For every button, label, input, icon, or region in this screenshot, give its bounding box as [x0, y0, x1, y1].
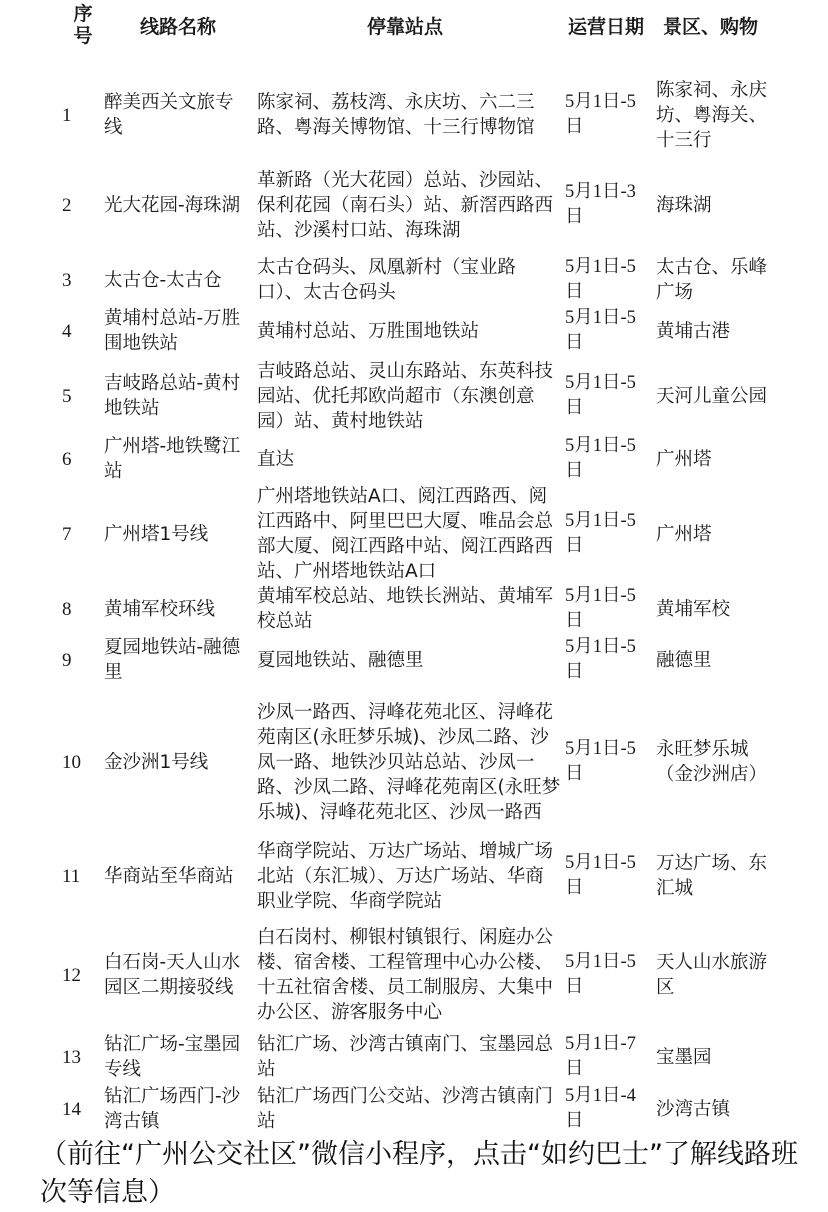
operating-dates: 5月1日-4日: [565, 1086, 636, 1131]
table-row: [0, 358, 828, 434]
route-name: 醉美西关文旅专线: [104, 92, 234, 138]
row-no: 10: [62, 751, 81, 773]
table-row: [0, 912, 828, 1038]
operating-dates: 5月1日-5日: [565, 511, 636, 556]
scenic-spots: 永旺梦乐城（金沙洲店）: [656, 739, 768, 785]
route-stops: 黄埔村总站、万胜围地铁站: [257, 320, 480, 342]
route-stops: 白石岗村、柳银村镇银行、闲庭办公楼、宿舍楼、工程管理中心办公楼、十五社宿舍楼、员工制服房、大集中办公区、游客服务中心: [257, 927, 554, 1023]
scenic-spots: 天人山水旅游区: [656, 952, 768, 998]
scenic-spots: 黄埔军校: [656, 598, 731, 620]
scenic-spots: 太古仓、乐峰广场: [656, 257, 768, 303]
route-stops: 吉岐路总站、灵山东路站、东英科技园站、优托邦欧尚超市（东澳创意园）站、黄村地铁站: [257, 360, 554, 432]
scenic-spots: 陈家祠、永庆坊、粤海关、十三行: [656, 79, 768, 151]
header-stops: 停靠站点: [367, 16, 444, 38]
route-name: 广州塔1号线: [104, 523, 209, 545]
operating-dates: 5月1日-5日: [565, 257, 636, 302]
route-stops: 华商学院站、万达广场站、增城广场北站（东汇城）、万达广场站、华商职业学院、华商学院站: [257, 840, 554, 912]
table-row: [0, 686, 828, 838]
operating-dates: 5月1日-5日: [565, 853, 636, 898]
operating-dates: 5月1日-5日: [565, 952, 636, 997]
row-no: 1: [62, 104, 72, 126]
scenic-spots: 宝墨园: [656, 1046, 712, 1068]
route-stops: 钻汇广场西门公交站、沙湾古镇南门站: [257, 1086, 554, 1132]
row-no: 4: [62, 320, 72, 342]
table-row: [0, 635, 828, 685]
table-row: [0, 255, 828, 305]
footnote: （前往“广州公交社区”微信小程序，点击“如约巴士”了解线路班次等信息）: [40, 1139, 798, 1208]
route-name: 黄埔村总站-万胜围地铁站: [104, 308, 241, 354]
table-row: [0, 434, 828, 484]
route-name: 钻汇广场西门-沙湾古镇: [104, 1086, 241, 1132]
header-route-name: 线路名称: [140, 16, 217, 38]
row-no: 12: [62, 964, 81, 986]
header-operating-dates: 运营日期: [568, 16, 645, 38]
route-stops: 广州塔地铁站A口、阅江西路西、阅江西路中、阿里巴巴大厦、唯品会总部大厦、阅江西路中站、阅江西路西站、广州塔地铁站A口: [257, 486, 554, 582]
route-stops: 夏园地铁站、融德里: [257, 649, 424, 671]
table-row: [0, 1084, 828, 1134]
row-no: 14: [62, 1098, 81, 1120]
operating-dates: 5月1日-5日: [565, 739, 636, 784]
route-name: 钻汇广场-宝墨园专线: [104, 1034, 241, 1080]
table-row: [0, 306, 828, 356]
route-name: 白石岗-天人山水园区二期接驳线: [104, 952, 241, 998]
scenic-spots: 万达广场、东汇城: [656, 853, 768, 899]
scenic-spots: 广州塔: [656, 523, 712, 545]
operating-dates: 5月1日-5日: [565, 92, 636, 137]
route-name: 华商站至华商站: [104, 865, 234, 887]
operating-dates: 5月1日-5日: [565, 373, 636, 418]
operating-dates: 5月1日-5日: [565, 637, 636, 682]
route-name: 光大花园-海珠湖: [104, 194, 241, 216]
scenic-spots: 广州塔: [656, 448, 712, 470]
row-no: 11: [62, 865, 81, 887]
route-stops: 沙凤一路西、浔峰花苑北区、浔峰花苑南区(永旺梦乐城)、沙凤二路、沙凤一路、地铁沙贝站总站、沙凤一路、沙凤二路、浔峰花苑南区(永旺梦乐城)、浔峰花苑北区、沙凤一路西: [257, 701, 561, 823]
header-scenic-shopping: 景区、购物: [663, 16, 759, 38]
route-name: 吉岐路总站-黄村地铁站: [104, 373, 241, 419]
route-stops: 陈家祠、荔枝湾、永庆坊、六二三路、粤海关博物馆、十三行博物馆: [257, 92, 535, 138]
route-name: 广州塔-地铁鹭江站: [104, 436, 241, 482]
operating-dates: 5月1日-5日: [565, 436, 636, 481]
operating-dates: 5月1日-3日: [565, 182, 636, 227]
row-no: 13: [62, 1046, 81, 1068]
route-stops: 革新路（光大花园）总站、沙园站、保利花园（南石头）站、新滘西路西站、沙溪村口站、海珠湖: [257, 169, 554, 241]
row-no: 2: [62, 194, 72, 216]
route-name: 太古仓-太古仓: [104, 269, 222, 291]
route-stops: 黄埔军校总站、地铁长洲站、黄埔军校总站: [257, 586, 554, 632]
row-no: 8: [62, 598, 72, 620]
row-no: 3: [62, 269, 72, 291]
operating-dates: 5月1日-7日: [565, 1034, 636, 1079]
scenic-spots: 融德里: [656, 649, 712, 671]
table-header: [0, 0, 828, 60]
route-stops: 直达: [257, 448, 295, 470]
route-stops: 太古仓码头、凤凰新村（宝业路口）、太古仓码头: [257, 257, 517, 303]
route-name: 金沙洲1号线: [104, 751, 209, 773]
table-row: [0, 155, 828, 255]
table-row: [0, 484, 828, 584]
scenic-spots: 黄埔古港: [656, 320, 731, 342]
table-row: [0, 1032, 828, 1082]
row-no: 9: [62, 649, 72, 671]
route-name: 黄埔军校环线: [104, 598, 216, 620]
table-row: [0, 76, 828, 154]
row-no: 6: [62, 448, 72, 470]
table-row: [0, 584, 828, 634]
header-no: 序号: [73, 3, 93, 47]
scenic-spots: 天河儿童公园: [656, 385, 768, 407]
operating-dates: 5月1日-5日: [565, 308, 636, 353]
table-row: [0, 838, 828, 914]
operating-dates: 5月1日-5日: [565, 586, 636, 631]
scenic-spots: 沙湾古镇: [656, 1098, 731, 1120]
row-no: 5: [62, 385, 72, 407]
row-no: 7: [62, 523, 72, 545]
scenic-spots: 海珠湖: [656, 194, 712, 216]
route-stops: 钻汇广场、沙湾古镇南门、宝墨园总站: [257, 1034, 554, 1080]
route-name: 夏园地铁站-融德里: [104, 637, 241, 683]
